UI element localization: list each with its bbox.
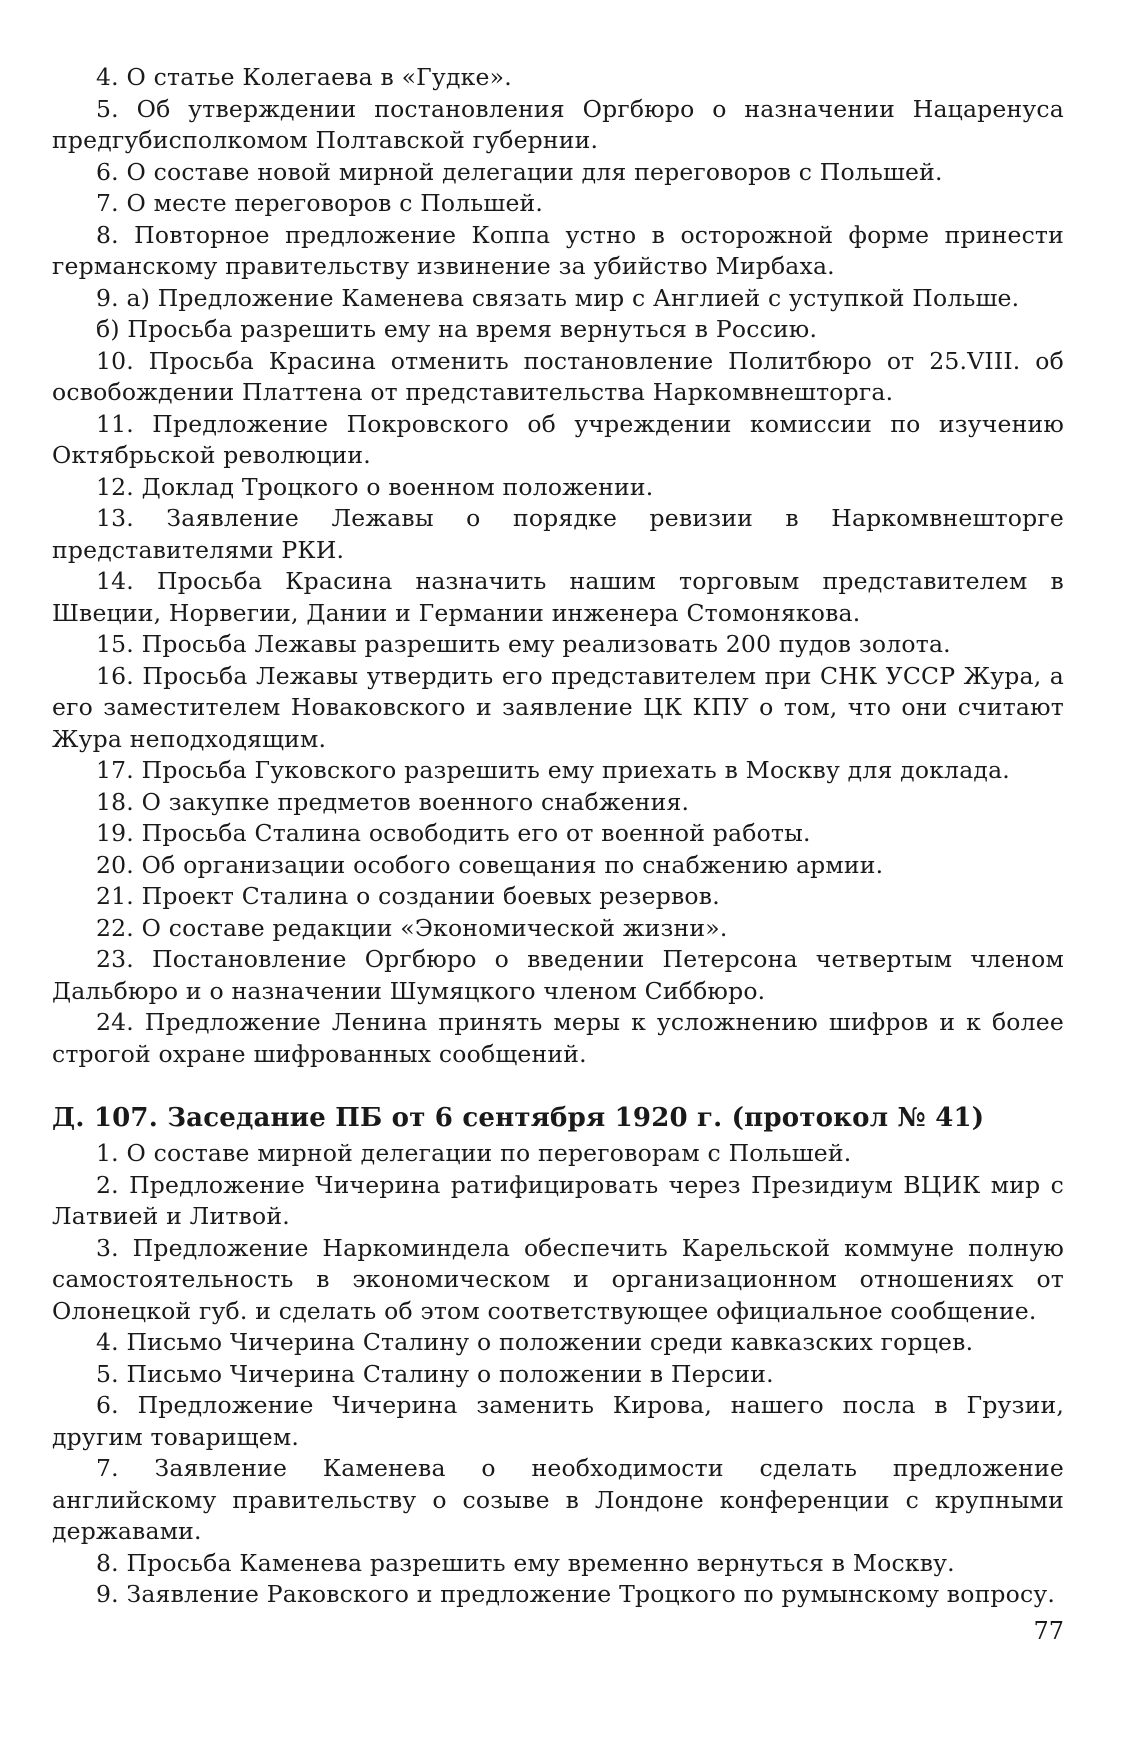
agenda-item-4: 4. О статье Колегаева в «Гудке».	[96, 63, 512, 91]
page-body	[52, 62, 1064, 1611]
agenda-item-9: 9. Заявление Раковского и предложение Троцкого по румынскому вопросу.	[96, 1580, 1056, 1608]
agenda-item-20: 20. Об организации особого совещания по снабжению армии.	[96, 850, 884, 879]
section-heading: Д. 107. Заседание ПБ от 6 сентября 1920 г. (протокол № 41)	[52, 1103, 985, 1133]
agenda-item-5: 5. Письмо Чичерина Сталину о положении в Персии.	[96, 1359, 774, 1388]
agenda-item-13: 13. Заявление Лежавы о порядке ревизии в Наркомвнешторге представителями РКИ.	[52, 504, 1064, 564]
agenda-item-7: 7. О месте переговоров с Польшей.	[96, 189, 544, 217]
agenda-item-4: 4. Письмо Чичерина Сталину о положении среди кавказских горцев.	[96, 1328, 974, 1356]
agenda-item-23: 23. Постановление Оргбюро о введении Петерсона четвертым членом Дальбюро и о назначении Шумяцкого членом Сиббюро.	[52, 945, 1064, 1005]
agenda-item-17: 17. Просьба Гуковского разрешить ему приехать в Москву для доклада.	[96, 756, 1010, 784]
agenda-item-15: 15. Просьба Лежавы разрешить ему реализовать 200 пудов золота.	[96, 630, 951, 658]
agenda-item-6: 6. Предложение Чичерина заменить Кирова, нашего посла в Грузии, другим товарищем.	[52, 1391, 1064, 1451]
agenda-item-5: 5. Об утверждении постановления Оргбюро о назначении Нацаренуса предгубисполкомом Полтавской губернии.	[52, 94, 1064, 154]
agenda-item-9b: б) Просьба разрешить ему на время вернуться в Россию.	[96, 315, 818, 343]
agenda-item-9a: 9. а) Предложение Каменева связать мир с Англией с уступкой Польше.	[96, 283, 1020, 312]
agenda-item-8: 8. Повторное предложение Коппа устно в осторожной форме принести германскому правительству извинение за убийство Мирбаха.	[52, 220, 1064, 280]
agenda-item-11: 11. Предложение Покровского об учреждении комиссии по изучению Октябрьской революции.	[52, 409, 1064, 469]
agenda-item-8: 8. Просьба Каменева разрешить ему временно вернуться в Москву.	[96, 1548, 955, 1577]
agenda-item-19: 19. Просьба Сталина освободить его от военной работы.	[96, 819, 811, 847]
agenda-item-2: 2. Предложение Чичерина ратифицировать через Президиум ВЦИК мир с Латвией и Литвой.	[52, 1170, 1064, 1230]
agenda-item-21: 21. Проект Сталина о создании боевых резервов.	[96, 882, 720, 910]
page-number: 77	[1033, 1617, 1064, 1645]
agenda-item-18: 18. О закупке предметов военного снабжения.	[96, 787, 690, 816]
agenda-item-12: 12. Доклад Троцкого о военном положении.	[96, 472, 654, 501]
agenda-item-10: 10. Просьба Красина отменить постановление Политбюро от 25.VIII. об освобождении Платтена от представительства Наркомвнешторга.	[52, 346, 1064, 406]
agenda-item-7: 7. Заявление Каменева о необходимости сделать предложение английскому правительству о созыве в Лондоне конференции с крупными державами.	[52, 1454, 1064, 1545]
agenda-item-16: 16. Просьба Лежавы утвердить его представителем при СНК УССР Жура, а его заместителем Новаковского и заявление ЦК КПУ о том, что они считают Жура неподходящим.	[52, 661, 1064, 753]
agenda-item-6: 6. О составе новой мирной делегации для переговоров с Польшей.	[96, 157, 943, 186]
agenda-item-24: 24. Предложение Ленина принять меры к усложнению шифров и к более строгой охране шифрованных сообщений.	[52, 1008, 1064, 1068]
agenda-item-3: 3. Предложение Наркоминдела обеспечить Карельской коммуне полную самостоятельность в экономическом и организационном отношениях от Олонецкой губ. и сделать об этом соответствующее официальное сообщение.	[52, 1233, 1064, 1325]
section-2	[52, 1138, 1064, 1611]
agenda-item-1: 1. О составе мирной делегации по переговорам с Польшей.	[96, 1139, 852, 1167]
section-1	[52, 62, 1064, 1070]
agenda-item-22: 22. О составе редакции «Экономической жизни».	[96, 913, 728, 942]
agenda-item-14: 14. Просьба Красина назначить нашим торговым представителем в Швеции, Норвегии, Дании и Германии инженера Стомонякова.	[52, 567, 1064, 627]
